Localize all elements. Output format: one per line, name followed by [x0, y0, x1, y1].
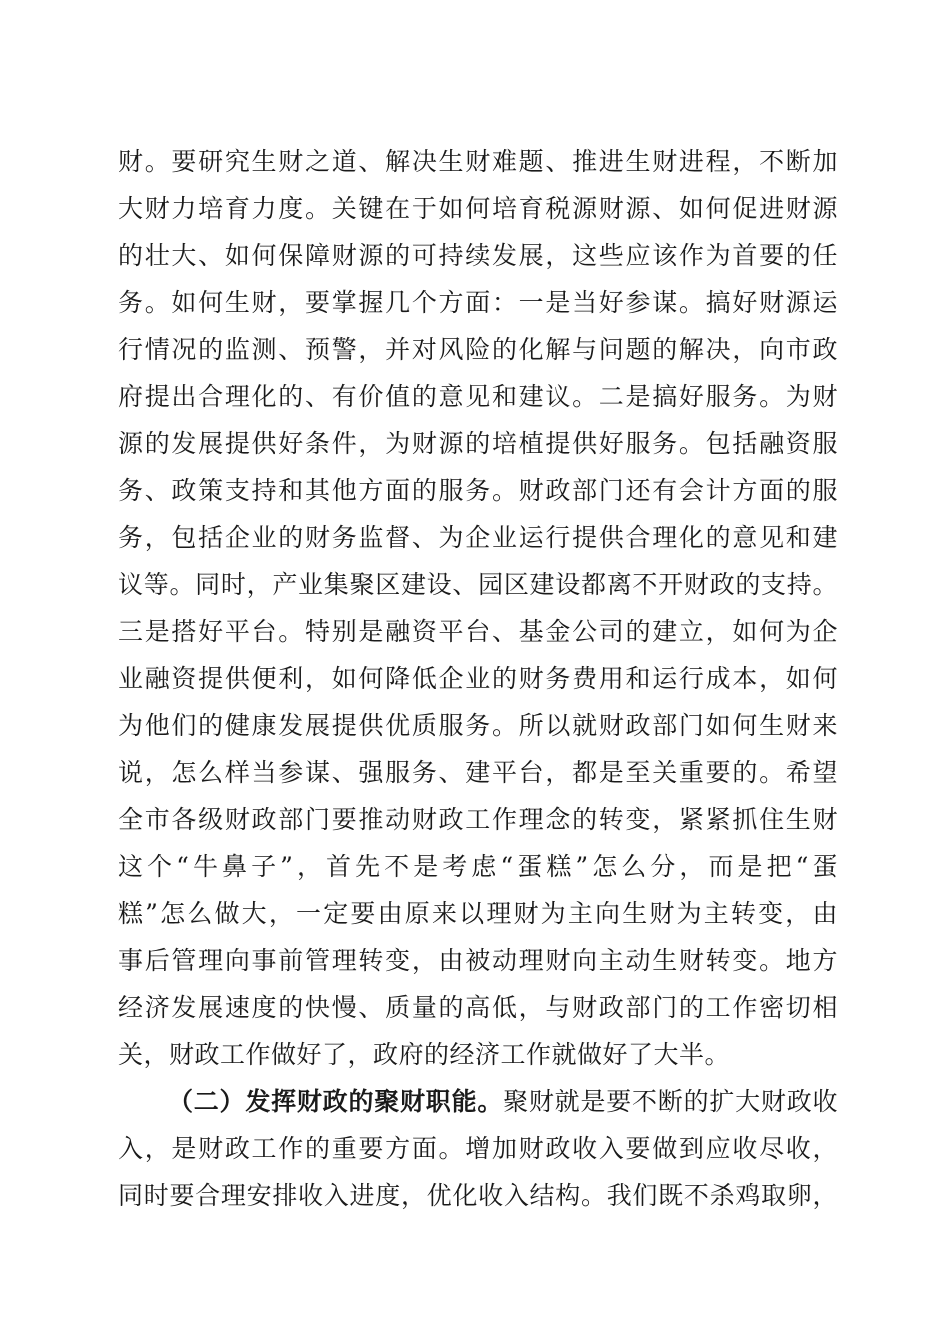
paragraph-line: 业融资提供便利，如何降低企业的财务费用和运行成本，如何	[118, 664, 838, 693]
paragraph-line: 这个“牛鼻子”，首先不是考虑“蛋糕”怎么分，而是把“蛋	[118, 852, 838, 881]
paragraph-line: 财。要研究生财之道、解决生财难题、推进生财进程，不断加	[118, 147, 838, 176]
paragraph-line: 行情况的监测、预警，并对风险的化解与问题的解决，向市政	[118, 335, 838, 364]
paragraph-line: 务。如何生财，要掌握几个方面：一是当好参谋。搞好财源运	[118, 288, 838, 317]
paragraph-line: 经济发展速度的快慢、质量的高低，与财政部门的工作密切相	[118, 993, 838, 1022]
paragraph-line: 务、政策支持和其他方面的服务。财政部门还有会计方面的服	[118, 476, 838, 505]
paragraph-line: 事后管理向事前管理转变，由被动理财向主动生财转变。地方	[118, 946, 838, 975]
paragraph-line: 三是搭好平台。特别是融资平台、基金公司的建立，如何为企	[118, 617, 838, 646]
paragraph-line: 入，是财政工作的重要方面。增加财政收入要做到应收尽收，	[118, 1134, 838, 1163]
paragraph-line: 同时要合理安排收入进度，优化收入结构。我们既不杀鸡取卵，	[118, 1181, 838, 1210]
paragraph-line: 为他们的健康发展提供优质服务。所以就财政部门如何生财来	[118, 711, 838, 740]
paragraph-line: 关，财政工作做好了，政府的经济工作就做好了大半。	[118, 1040, 731, 1069]
paragraph-line: 说，怎么样当参谋、强服务、建平台，都是至关重要的。希望	[118, 758, 838, 787]
paragraph-line: 大财力培育力度。关键在于如何培育税源财源、如何促进财源	[118, 194, 838, 223]
paragraph-line: 源的发展提供好条件，为财源的培植提供好服务。包括融资服	[118, 429, 838, 458]
section-heading: （二）发挥财政的聚财职能。	[168, 1087, 504, 1116]
section-first-line-text: 聚财就是要不断的扩大财政收	[503, 1087, 838, 1116]
paragraph-line: 糕”怎么做大，一定要由原来以理财为主向生财为主转变，由	[118, 899, 838, 928]
paragraph-line: 议等。同时，产业集聚区建设、园区建设都离不开财政的支持。	[118, 570, 838, 599]
section-first-line	[168, 1087, 838, 1117]
paragraph-line: 务，包括企业的财务监督、为企业运行提供合理化的意见和建	[118, 523, 838, 552]
paragraph-line: 府提出合理化的、有价值的意见和建议。二是搞好服务。为财	[118, 382, 838, 411]
paragraph-line: 全市各级财政部门要推动财政工作理念的转变，紧紧抓住生财	[118, 805, 838, 834]
paragraph-line: 的壮大、如何保障财源的可持续发展，这些应该作为首要的任	[118, 241, 838, 270]
